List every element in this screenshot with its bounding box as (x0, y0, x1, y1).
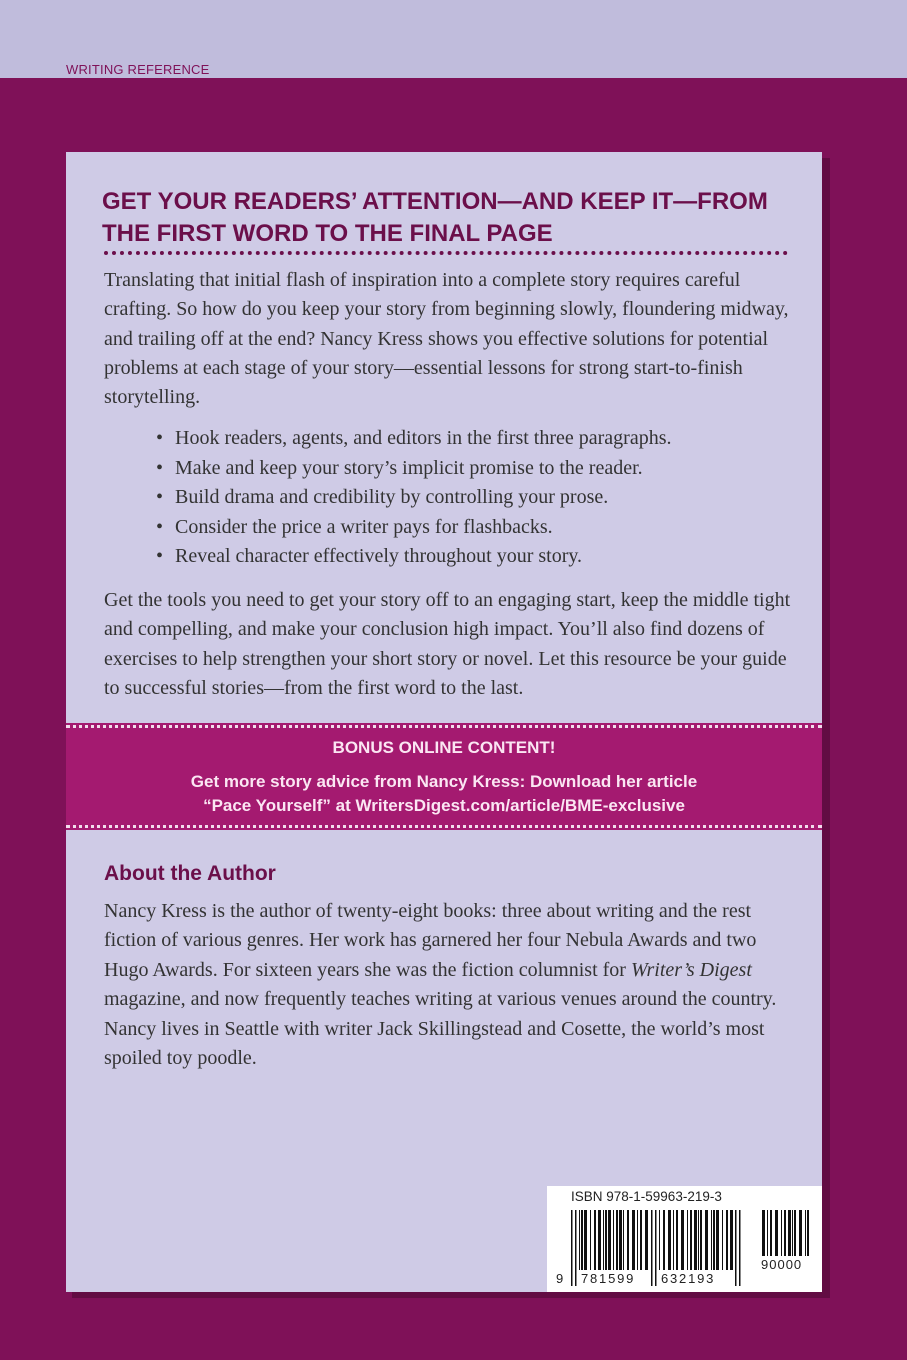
bonus-content-band (66, 723, 822, 830)
about-author-text: Nancy Kress is the author of twenty-eight books: three about writing and the rest fiction of various genres. Her work has garnered her four Nebula Awards and two Hugo Awards. For sixteen years she was the fiction columnist for Writer’s Digest magazine, and now frequently teaches writing at various venues around the country. Nancy lives in Seattle with writer Jack Skillingstead and Cosette, the world’s most spoiled toy poodle. (104, 900, 777, 1070)
list-item: • Consider the price a writer pays for flashbacks. (152, 513, 802, 543)
barcode-group-1: 781599 (581, 1271, 636, 1286)
bonus-line-2: “Pace Yourself” at WritersDigest.com/article/BME-exclusive (203, 796, 685, 815)
intro-paragraph: Translating that initial flash of inspiration into a complete story requires careful crafting. So how do you keep your story from beginning slowly, floundering midway, and trailing off at the end? Nancy Kress shows you effective solutions for potential problems at each stage of your story—essential lessons for strong start-to-finish storytelling. (104, 269, 789, 409)
list-item: • Make and keep your story’s implicit promise to the reader. (152, 454, 802, 484)
dotted-divider (104, 251, 788, 255)
category-label: WRITING REFERENCE (66, 62, 210, 77)
headline-line-2: THE FIRST WORD TO THE FINAL PAGE (102, 220, 553, 247)
bonus-title: BONUS ONLINE CONTENT! (332, 738, 556, 757)
bullet-icon: • (156, 486, 164, 508)
bullet-icon: • (156, 427, 164, 449)
isbn-label: ISBN 978-1-59963-219-3 (571, 1189, 722, 1204)
headline-line-1: GET YOUR READERS’ ATTENTION—AND KEEP IT—FROM (102, 188, 768, 215)
bullet-icon: • (156, 456, 164, 479)
barcode-lead-digit: 9 (556, 1271, 564, 1286)
closing-paragraph: Get the tools you need to get your story off to an engaging start, keep the middle tight and compelling, and make your conclusion high impact. You’ll also find dozens of exercises to help strengthen your short story or novel. Let this resource be your guide to successful stories—from the first word to the last. (104, 589, 791, 699)
barcode-group-2: 632193 (661, 1271, 716, 1286)
band-top-dots (66, 725, 822, 728)
bullet-icon: • (156, 545, 164, 567)
magazine-title: Writer’s Digest (630, 958, 752, 981)
list-item: • Hook readers, agents, and editors in the first three paragraphs. (152, 424, 802, 454)
headline (102, 186, 802, 250)
about-author-title: About the Author (104, 862, 276, 885)
list-item: • Reveal character effectively throughout your story. (152, 542, 802, 572)
list-item: • Build drama and credibility by controlling your prose. (152, 483, 802, 513)
barcode-box (547, 1186, 822, 1292)
bullet-icon: • (156, 515, 164, 538)
bonus-line-1: Get more story advice from Nancy Kress: Download her article (190, 772, 698, 791)
band-bottom-dots (66, 825, 822, 828)
barcode-addon-digits: 90000 (761, 1257, 803, 1272)
bullet-list (152, 424, 802, 572)
